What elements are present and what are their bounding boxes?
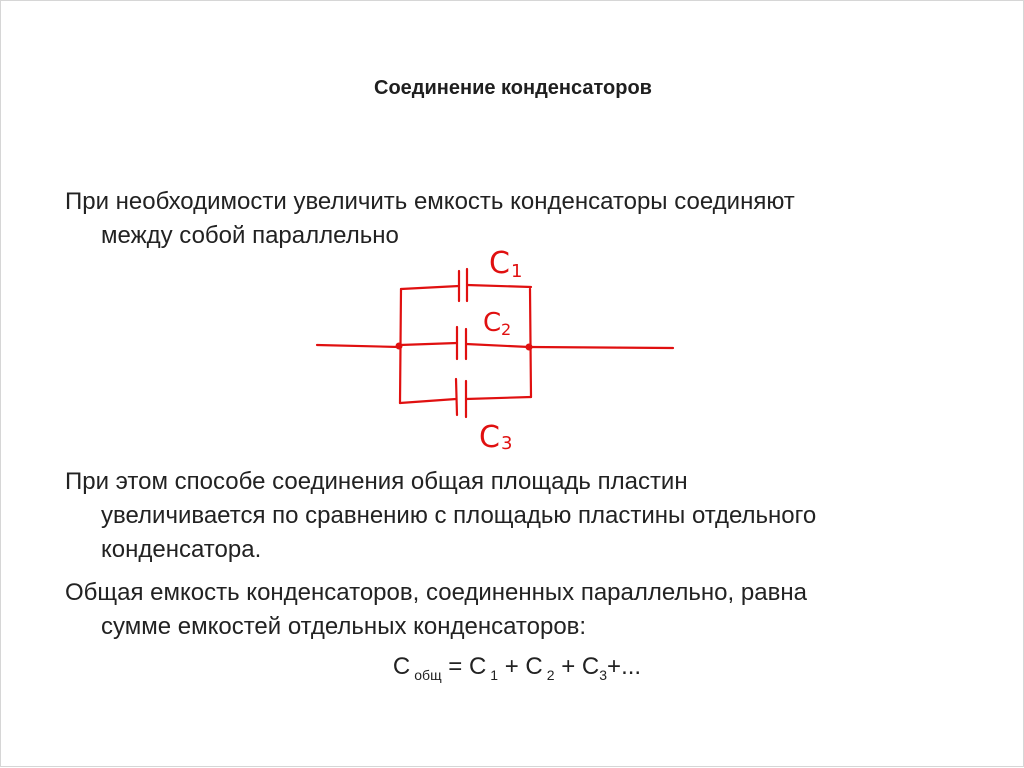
capacitor-c3-plate-left — [456, 379, 457, 415]
formula-sub-1: 1 — [490, 667, 499, 683]
slide-title: Соединение конденсаторов — [374, 77, 652, 99]
branch-c2-wire — [400, 343, 529, 347]
input-wire — [317, 345, 399, 347]
paragraph-line: Общая емкость конденсаторов, соединенных параллельно, равна — [65, 579, 807, 606]
paragraph-line: сумме емкостей отдельных конденсаторов: — [101, 613, 587, 640]
capacitance-formula — [1, 653, 1024, 683]
junction-right — [526, 344, 533, 351]
junction-left — [396, 343, 403, 350]
label-c3: C — [479, 420, 500, 455]
label-c1: C — [489, 246, 510, 281]
label-c1-sub: 1 — [511, 261, 523, 282]
paragraph-line: конденсатора. — [101, 536, 262, 563]
formula-plus-2: + С — [561, 653, 600, 680]
paragraph-total-capacitance — [65, 576, 965, 644]
formula-eq: = С — [448, 653, 487, 680]
paragraph-line: между собой параллельно — [101, 222, 399, 249]
paragraph-plate-area — [65, 465, 965, 567]
formula-sub-2: 2 — [546, 667, 555, 683]
formula-ellipsis: +... — [607, 653, 642, 680]
paragraph-line: При необходимости увеличить емкость конденсаторы соединяют — [65, 188, 795, 215]
formula-sub-3: 3 — [599, 667, 608, 683]
label-c2: C — [483, 308, 502, 338]
formula-c-total: С — [392, 653, 411, 680]
formula-plus-1: + С — [504, 653, 543, 680]
output-wire — [529, 347, 673, 348]
label-c3-sub: 3 — [501, 433, 513, 454]
paragraph-line: При этом способе соединения общая площадь пластин — [65, 468, 688, 495]
paragraph-line: увеличивается по сравнению с площадью пластины отдельного — [101, 502, 817, 529]
right-rail — [530, 289, 531, 397]
label-c2-sub: 2 — [501, 320, 512, 339]
formula-sub-total: общ — [414, 667, 442, 683]
